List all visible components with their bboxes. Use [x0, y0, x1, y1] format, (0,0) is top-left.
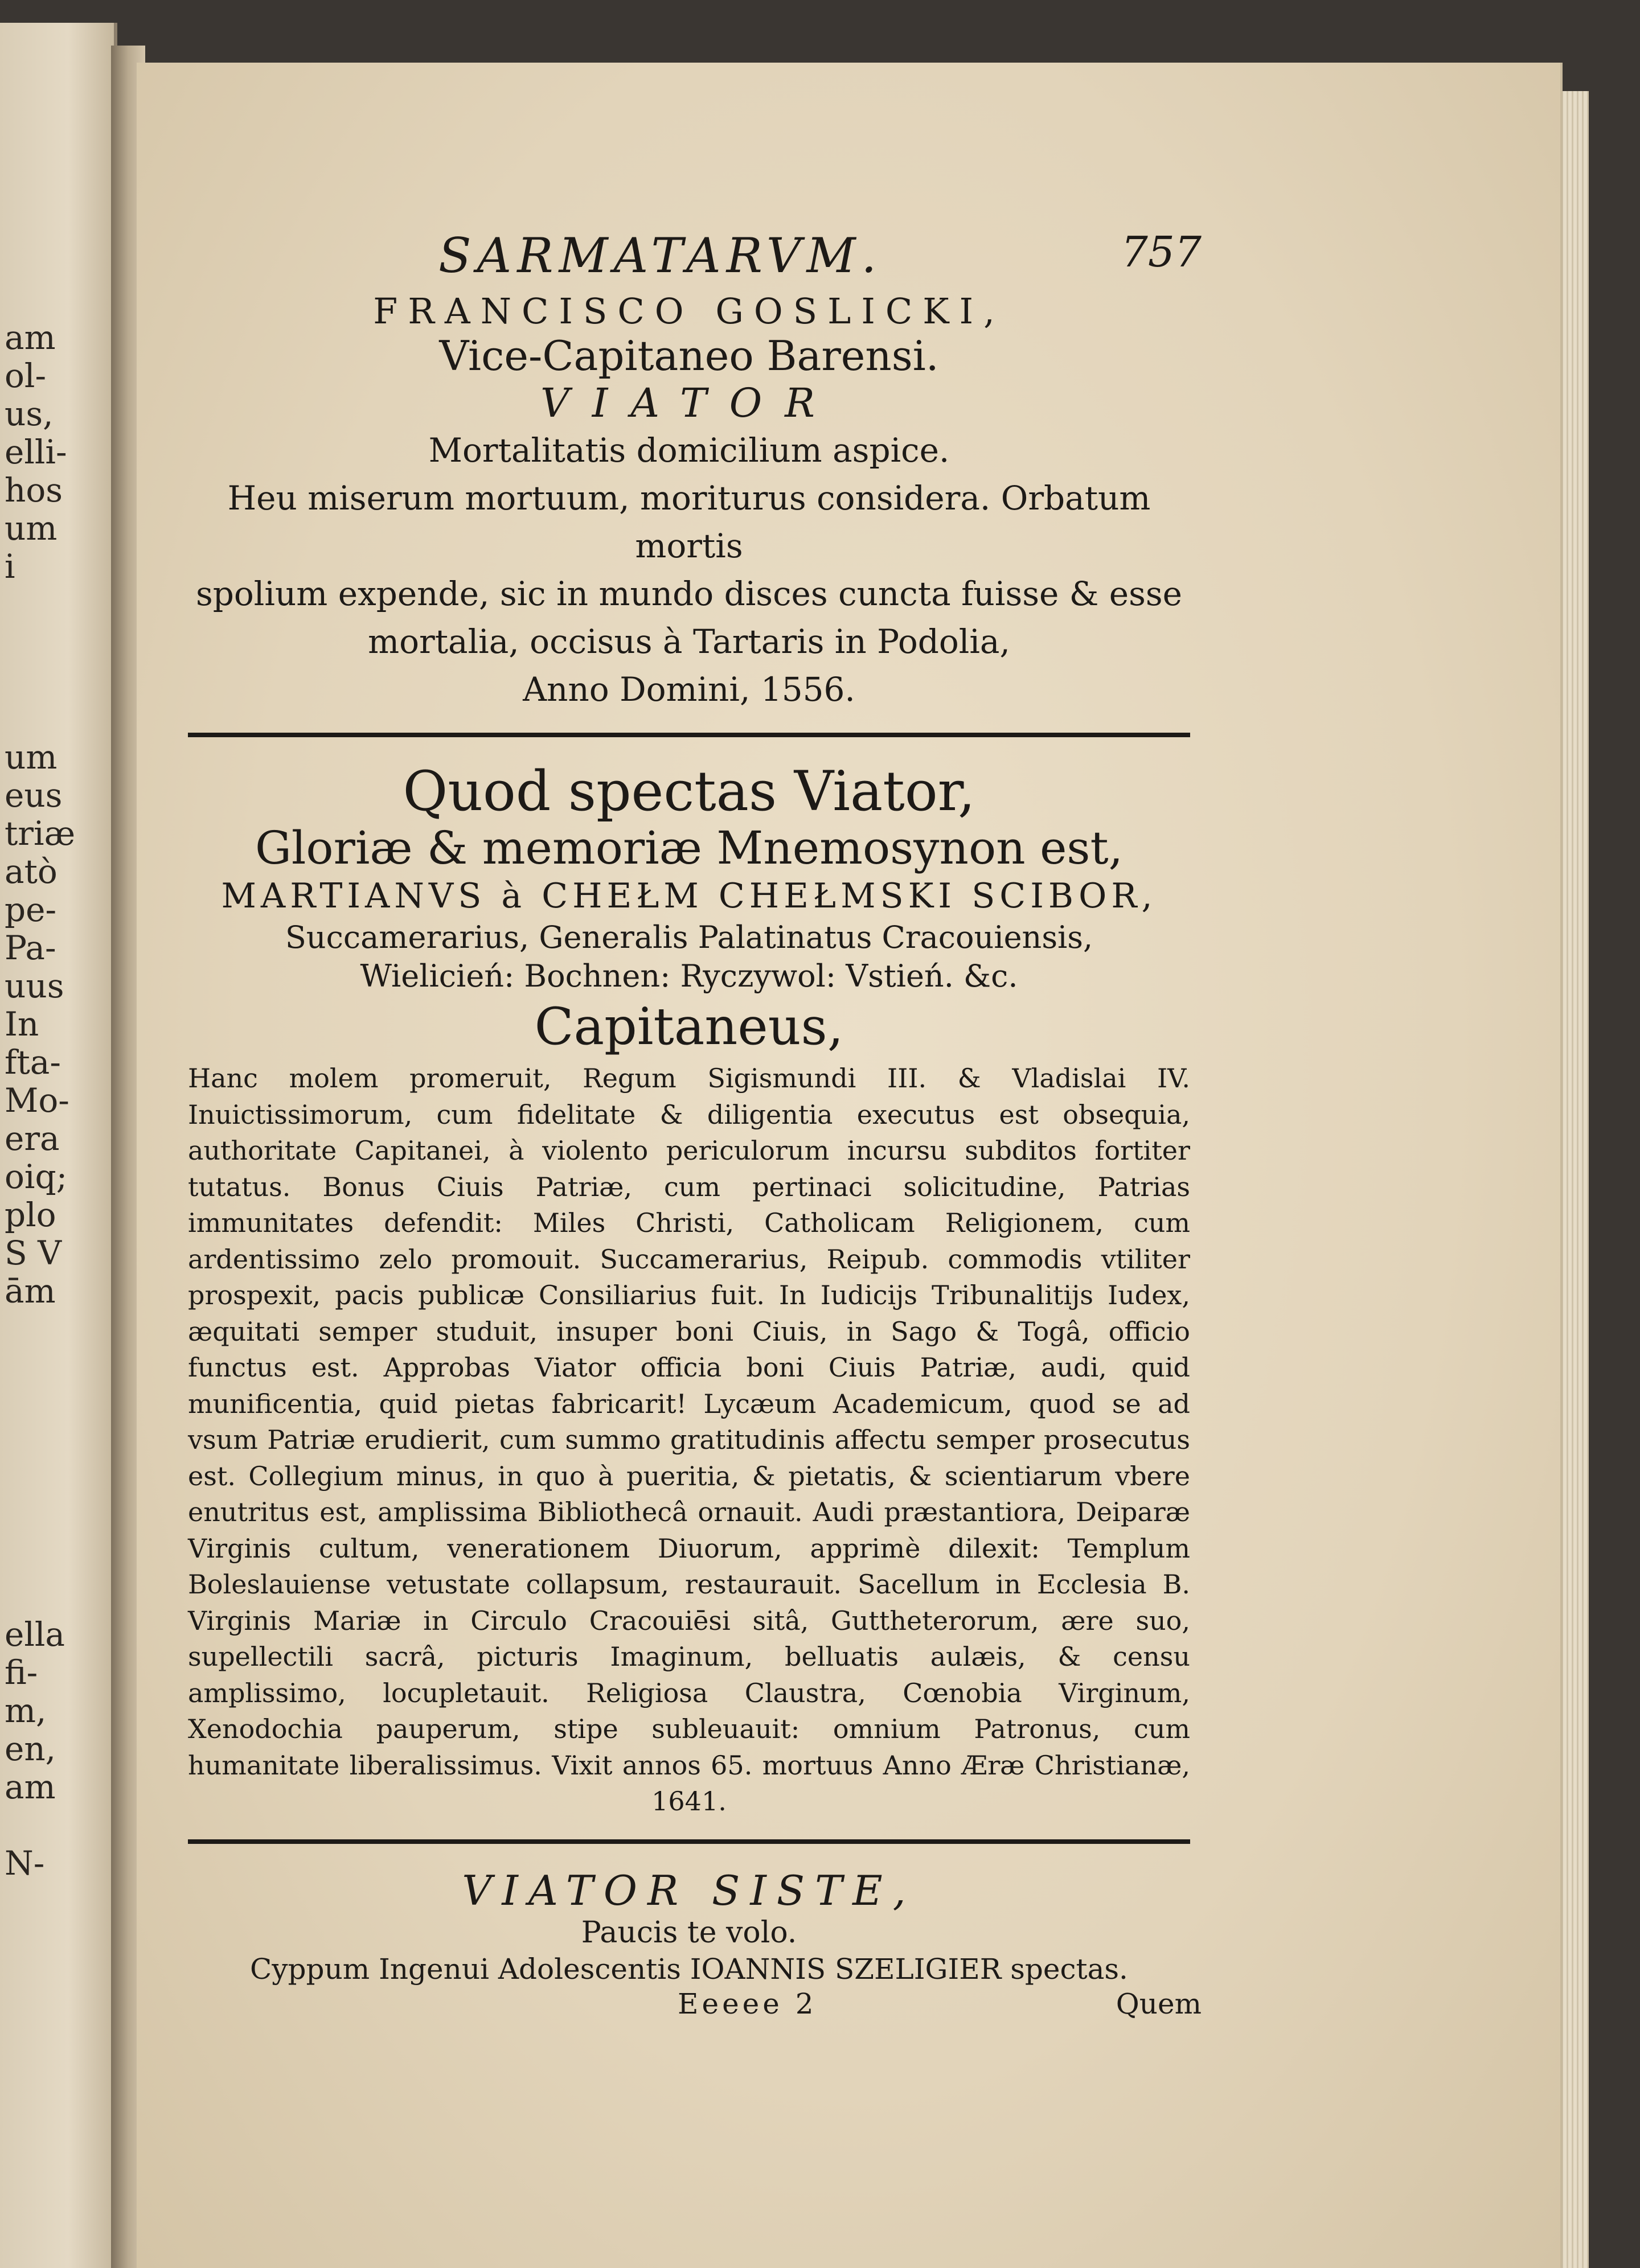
- left-page-fragment: era: [5, 1120, 60, 1158]
- left-page-fragment: am: [5, 1768, 56, 1806]
- epitaph1-line: Heu miserum mortuum, moriturus considera. Orbatum mortis: [227, 479, 1151, 565]
- epitaph1-name: FRANCISCO GOSLICKI,: [373, 290, 1005, 332]
- page-number: 757: [1121, 228, 1202, 277]
- divider-rule: [188, 733, 1190, 737]
- left-page-fragment: In: [5, 1005, 39, 1043]
- left-page-fragment: pe-: [5, 891, 57, 929]
- epitaph1-line: Anno Domini, 1556.: [523, 670, 855, 709]
- left-page-fragment: um: [5, 510, 58, 548]
- epitaph3-line2: Cyppum Ingenui Adolescentis IOANNIS SZELIGIER spectas.: [250, 1952, 1128, 1986]
- left-page-fragment: [5, 662, 90, 700]
- epitaph1-line: Mortalitatis domicilium aspice.: [428, 431, 950, 470]
- left-page-text: [5, 319, 90, 1883]
- left-page-fragment: uus: [5, 967, 64, 1005]
- left-page-fragment: Mo-: [5, 1082, 69, 1120]
- left-page-fragment: [5, 624, 90, 662]
- signature-mark: Eeeee 2: [678, 1987, 817, 2020]
- epitaph1-viator: VIATOR: [540, 380, 838, 426]
- left-page-fragment: fi-: [5, 1654, 38, 1692]
- epitaph2-line2: Gloriæ & memoriæ Mnemosynon est,: [255, 821, 1124, 874]
- left-page-fragment: hos: [5, 471, 63, 510]
- epitaph3-viator: VIATOR SISTE,: [462, 1866, 916, 1914]
- running-head: SARMATARVM.: [438, 228, 883, 284]
- left-page-fragment: i: [5, 548, 15, 586]
- epitaph1-line: mortalia, occisus à Tartaris in Podolia,: [368, 622, 1010, 661]
- left-page-fragment: [5, 1425, 90, 1463]
- epitaph2-paragraph: Hanc molem promeruit, Regum Sigismundi III. & Vladislai IV. Inuictissimorum, cum fidelitate & diligentia executus est obsequia, authoritate Capitanei, à violento periculorum incursu subditos fortiter tutatus. Bonus Ciuis Patriæ, cum pertinaci solicitudine, Patrias immunitates defendit: Miles Christi, Catholicam Religionem, cum ardentissimo zelo promouit. Succamerarius, Reipub. commodis vtiliter prospexit, pacis publicæ Consiliarius fuit. In Iudicijs Tribunalitijs Iudex, æquitati semper studuit, insuper boni Ciuis, in Sago & Togâ, officio functus est. Approbas Viator officia boni Ciuis Patriæ, audi, quid munificentia, quid pietas fabricarit! Lycæum Academicum, quod se ad vsum Patriæ erudierit, cum summo gratitudinis affectu semper prosecutus est. Collegium minus, in quo à pueritia, & pietatis, & scientiarum vbere enutritus est, amplissima Bibliothecâ ornauit. Audi præstantiora, Deiparæ Virginis cultum, venerationem Diuorum, apprimè dilexit: Templum Boleslauiense vetustate collapsum, restaurauit. Sacellum in Ecclesia B. Virginis Mariæ in Circulo Cracouiēsi sitâ, Guttheterorum, ære suo, supellectili sacrâ, picturis Imaginum, belluatis aulæis, & censu amplissimo, locupletauit. Religiosa Claustra, Cœnobia Virginum, Xenodochia pauperum, stipe subleuauit: omnium Patronus, cum humanitate liberalissimus. Vixit annos 65. mortuus Anno Æræ Christianæ, 1641.: [188, 1063, 1190, 1817]
- left-page-fragment: [5, 1310, 90, 1349]
- left-page: [0, 23, 117, 2268]
- left-page-fragment: [5, 1387, 90, 1425]
- left-page-fragment: [5, 1501, 90, 1539]
- left-page-fragment: en,: [5, 1730, 56, 1768]
- left-page-fragment: S V: [5, 1234, 62, 1272]
- left-page-fragment: [5, 586, 90, 624]
- left-page-fragment: eus: [5, 776, 63, 815]
- epitaph2-line6: Capitaneus,: [534, 997, 844, 1057]
- page-header: [188, 228, 1202, 290]
- left-page-fragment: ella: [5, 1616, 65, 1654]
- left-page-fragment: oiq;: [5, 1158, 68, 1196]
- left-page-fragment: [5, 1349, 90, 1387]
- epitaph3-line1: Paucis te volo.: [581, 1915, 797, 1950]
- epitaph2-line1: Quod spectas Viator,: [403, 759, 975, 823]
- left-page-fragment: um: [5, 738, 58, 776]
- page-footer: [188, 1987, 1202, 2027]
- catchword: Quem: [1116, 1987, 1202, 2020]
- left-page-fragment: atò: [5, 853, 58, 891]
- left-page-fragment: m,: [5, 1692, 47, 1730]
- epitaph2-line3: MARTIANVS à CHEŁM CHEŁMSKI SCIBOR,: [221, 876, 1157, 916]
- divider-rule: [188, 1839, 1190, 1844]
- left-page-fragment: N-: [5, 1844, 45, 1883]
- left-page-fragment: fta-: [5, 1043, 61, 1082]
- left-page-fragment: am: [5, 319, 56, 357]
- epitaph1-line: spolium expende, sic in mundo disces cuncta fuisse & esse: [196, 574, 1182, 613]
- left-page-fragment: [5, 1463, 90, 1501]
- left-page-fragment: triæ: [5, 815, 76, 853]
- page-content: [188, 228, 1202, 2027]
- left-page-fragment: [5, 700, 90, 738]
- left-page-fragment: elli-: [5, 433, 67, 471]
- left-page-fragment: ām: [5, 1272, 56, 1310]
- left-page-fragment: ol-: [5, 357, 47, 395]
- left-page-fragment: [5, 1806, 90, 1844]
- epitaph2-line5: Wielicień: Bochnen: Ryczywol: Vstień. &c.: [360, 958, 1018, 994]
- epitaph2-line4: Succamerarius, Generalis Palatinatus Cracouiensis,: [285, 919, 1093, 955]
- left-page-fragment: Pa-: [5, 929, 56, 967]
- epitaph1-title: Vice-Capitaneo Barensi.: [439, 332, 939, 380]
- left-page-fragment: plo: [5, 1196, 56, 1234]
- left-page-fragment: [5, 1539, 90, 1577]
- left-page-fragment: us,: [5, 395, 54, 433]
- left-page-fragment: [5, 1577, 90, 1616]
